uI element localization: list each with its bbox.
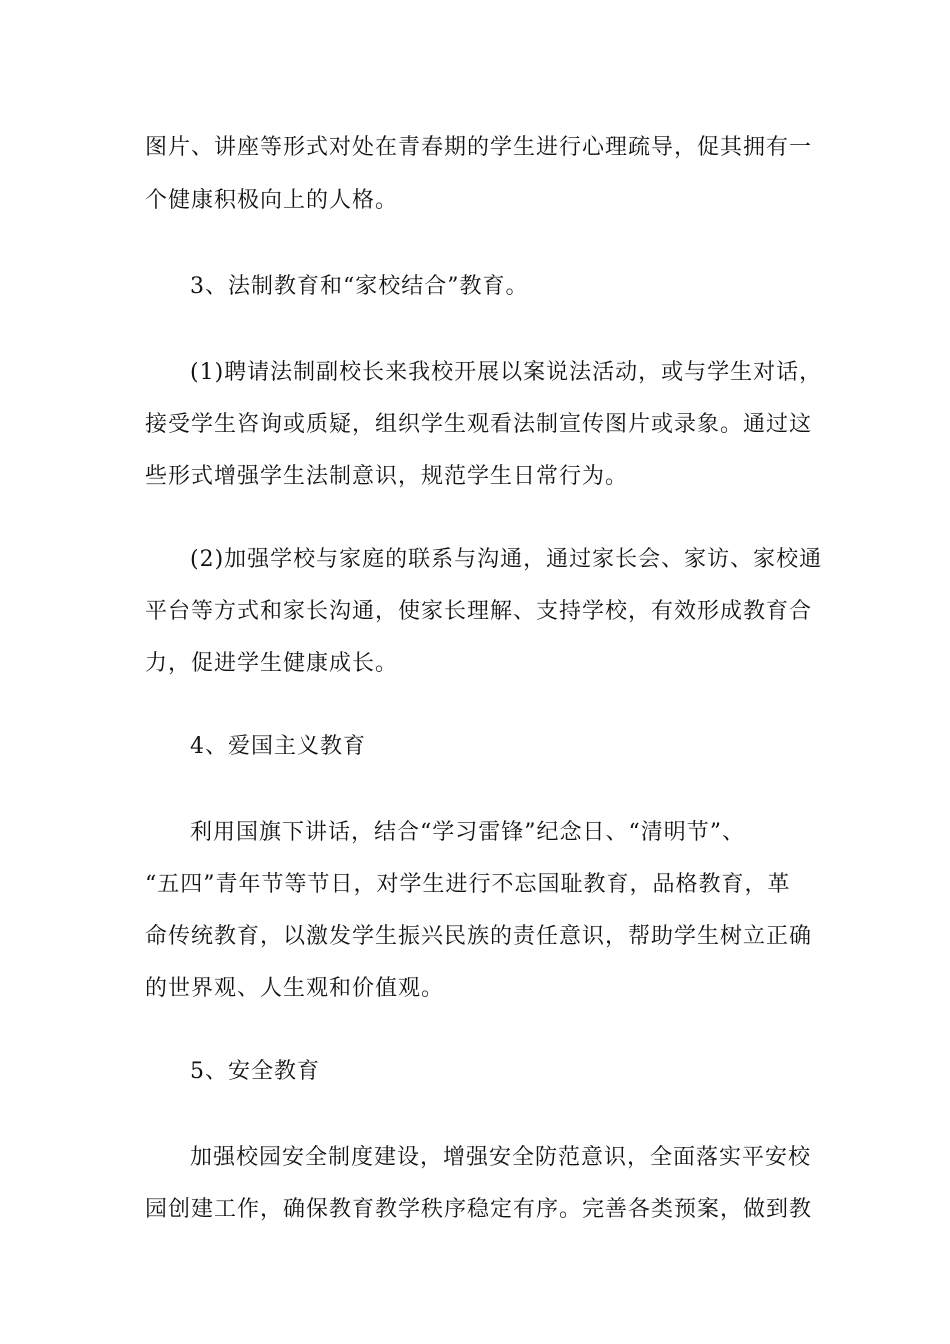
section-heading: 4、爱国主义教育 bbox=[190, 734, 366, 759]
paragraph-line: 园创建工作，确保教育教学秩序稳定有序。完善各类预案，做到教 bbox=[145, 1197, 813, 1222]
paragraph-line: 利用国旗下讲话，结合“学习雷锋”纪念日、“清明节”、 bbox=[190, 820, 745, 845]
paragraph-line: (2)加强学校与家庭的联系与沟通，通过家长会、家访、家校通 bbox=[190, 547, 823, 572]
paragraph-line: 的世界观、人生观和价值观。 bbox=[145, 976, 445, 1001]
paragraph-line: 图片、讲座等形式对处在青春期的学生进行心理疏导，促其拥有一 bbox=[145, 135, 813, 160]
paragraph-line: 命传统教育，以激发学生振兴民族的责任意识，帮助学生树立正确 bbox=[145, 924, 813, 949]
section-heading: 3、法制教育和“家校结合”教育。 bbox=[190, 274, 529, 299]
paragraph-line: 接受学生咨询或质疑，组织学生观看法制宣传图片或录象。通过这 bbox=[145, 412, 813, 437]
paragraph-line: 个健康积极向上的人格。 bbox=[145, 188, 399, 213]
section-heading: 5、安全教育 bbox=[190, 1059, 320, 1084]
paragraph-line: 加强校园安全制度建设，增强安全防范意识，全面落实平安校 bbox=[190, 1145, 812, 1170]
paragraph-line: (1)聘请法制副校长来我校开展以案说法活动，或与学生对话， bbox=[190, 360, 823, 385]
paragraph-line: “五四”青年节等节日，对学生进行不忘国耻教育，品格教育，革 bbox=[145, 872, 791, 897]
paragraph-line: 平台等方式和家长沟通，使家长理解、支持学校，有效形成教育合 bbox=[145, 599, 813, 624]
paragraph-line: 力，促进学生健康成长。 bbox=[145, 651, 399, 676]
paragraph-line: 些形式增强学生法制意识，规范学生日常行为。 bbox=[145, 464, 629, 489]
